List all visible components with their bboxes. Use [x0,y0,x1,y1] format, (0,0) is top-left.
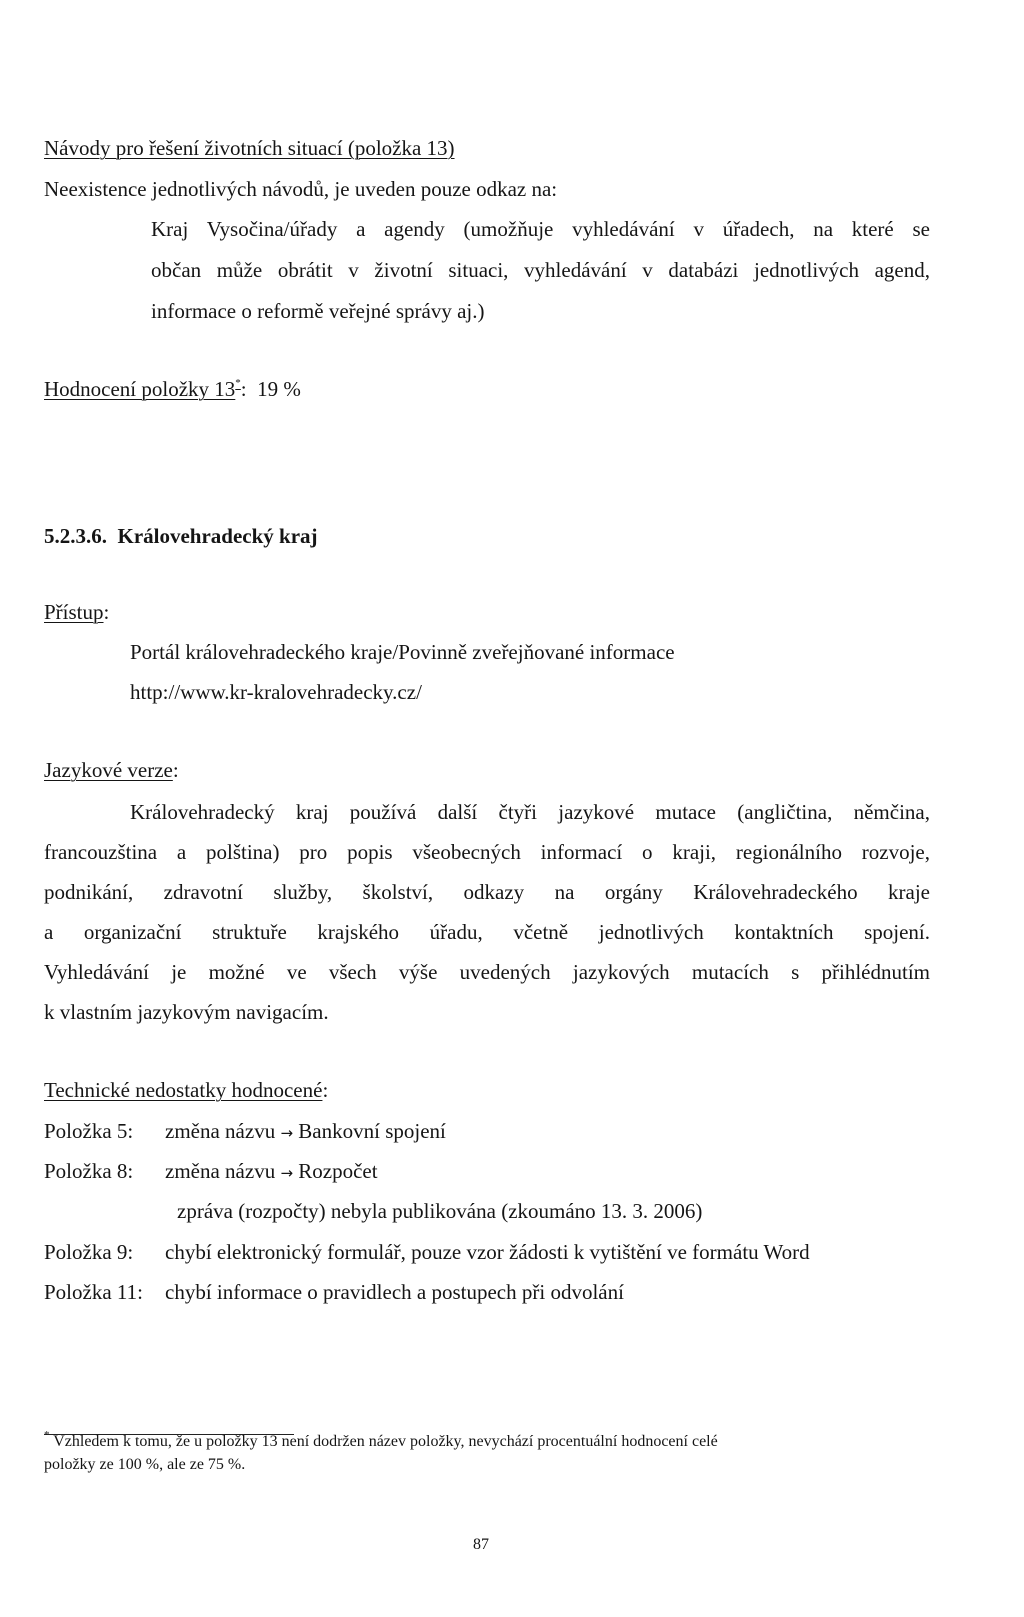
tech-label: Technické nedostatky hodnocené [44,1078,323,1102]
language-paragraph-line2 [44,840,930,864]
vysocina-paragraph-line3: informace o reformě veřejné správy aj.) [151,299,485,323]
access-label-line [44,600,109,624]
rating-line [44,377,301,401]
language-paragraph-line3 [44,880,930,904]
footnote-line1 [44,1428,718,1451]
paragraph-line: a organizační struktuře krajského úřadu, včetně jednotlivých kontaktních spojení. [44,920,930,944]
vysocina-paragraph-line2 [151,258,930,282]
item-text: chybí informace o pravidlech a postupech při odvolání [165,1280,624,1304]
paragraph-line: Kraj Vysočina/úřady a agendy (umožňuje vyhledávání v úřadech, na které se [151,217,930,241]
page-number: 87 [473,1536,489,1553]
rating-label: Hodnocení položky 13 [44,377,236,401]
rating-colon: : [240,377,247,401]
paragraph-line: Královehradecký kraj používá další čtyři jazykové mutace (angličtina, němčina, [130,800,930,824]
paragraph-line: francouzština a polština) pro popis všeobecných informací o kraji, regionálního rozvoje, [44,840,930,864]
intro-text: Neexistence jednotlivých návodů, je uveden pouze odkaz na: [44,177,558,201]
access-label: Přístup [44,600,104,624]
paragraph-line: Vyhledávání je možné ve všech výše uvedených jazykových mutacích s přihlédnutím [44,960,930,984]
language-colon: : [172,758,179,782]
section-number: 5.2.3.6. [44,524,107,548]
portal-text: Portál královehradeckého kraje/Povinně zveřejňované informace [130,640,675,664]
footnote-line2: položky ze 100 %, ale ze 75 %. [44,1456,246,1473]
language-label-line [44,758,179,782]
vysocina-paragraph [151,217,930,241]
section-title [44,524,318,548]
rating-footnote-mark: * [235,377,241,389]
item-prefix: změna názvu [165,1159,276,1183]
language-paragraph-line6: k vlastním jazykovým navigacím. [44,1000,329,1024]
item-prefix: změna názvu [165,1119,276,1143]
item-value: Bankovní spojení [298,1119,446,1143]
section-heading-navody: Návody pro řešení životních situací (položka 13) [44,136,455,160]
footnote-text: Vzhledem k tomu, že u položky 13 není dodržen název položky, nevychází procentuální hodnocení celé [53,1433,718,1450]
arrow-right-icon: → [280,1164,294,1182]
language-paragraph-line1 [130,800,930,824]
footnote-mark: * [44,1428,50,1441]
item-text: chybí elektronický formulář, pouze vzor žádosti k vytištění ve formátu Word [165,1240,810,1264]
paragraph-line: občan může obrátit v životní situaci, vyhledávání v databázi jednotlivých agend, [151,258,930,282]
item-text: zpráva (rozpočty) nebyla publikována (zkoumáno 13. 3. 2006) [177,1199,703,1223]
item-text [165,1119,446,1145]
access-colon: : [103,600,110,624]
item-label: Položka 9: [44,1240,134,1264]
language-paragraph-line5 [44,960,930,984]
tech-colon: : [322,1078,329,1102]
tech-label-line [44,1078,328,1102]
rating-value: 19 % [257,377,301,401]
item-label: Položka 8: [44,1159,134,1183]
language-label: Jazykové verze [44,758,173,782]
item-value: Rozpočet [298,1159,378,1183]
paragraph-line: podnikání, zdravotní služby, školství, odkazy na orgány Královehradeckého kraje [44,880,930,904]
section-name: Královehradecký kraj [117,524,318,548]
item-label: Položka 11: [44,1280,143,1304]
portal-url: http://www.kr-kralovehradecky.cz/ [130,680,422,704]
arrow-right-icon: → [280,1124,294,1142]
item-text [165,1159,378,1185]
language-paragraph-line4 [44,920,930,944]
item-label: Položka 5: [44,1119,134,1143]
